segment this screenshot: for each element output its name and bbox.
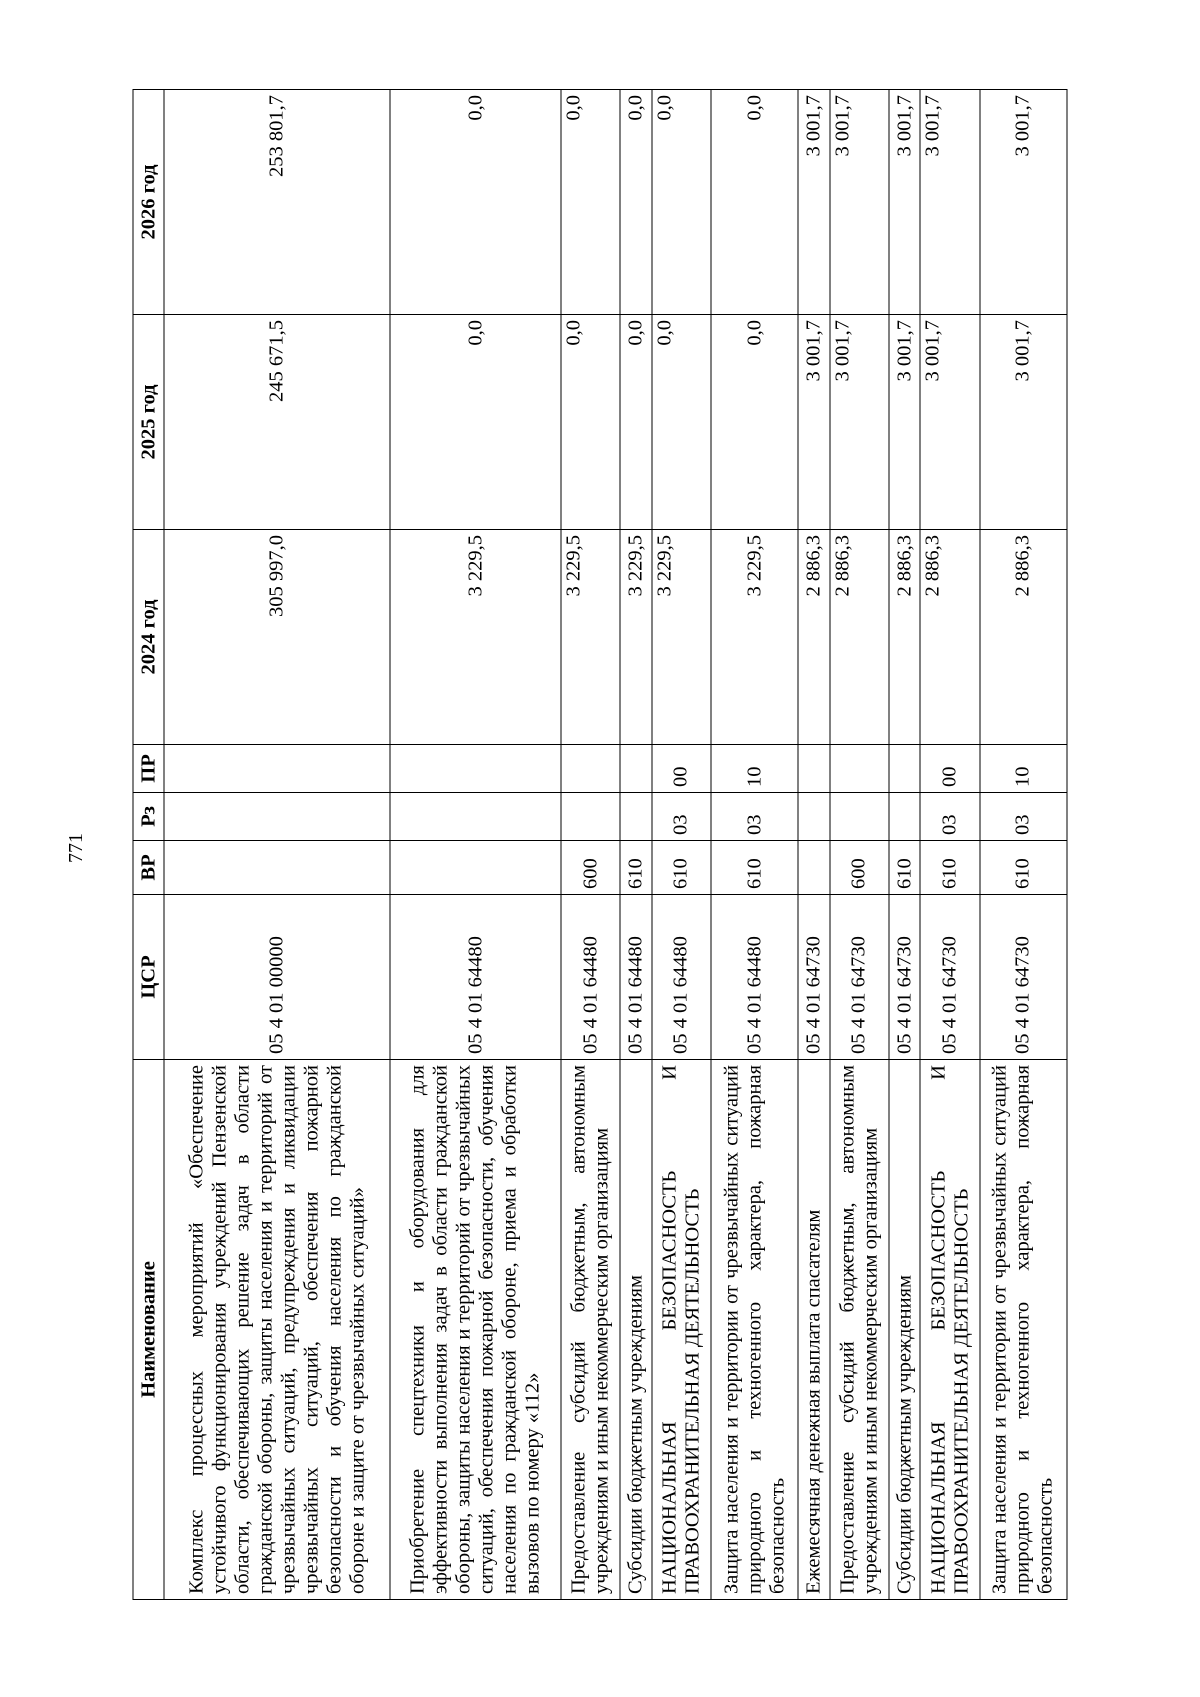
- row-2026: 3 001,7: [920, 90, 979, 315]
- table-row: [920, 90, 979, 1600]
- row-2024: 3 229,5: [390, 530, 561, 745]
- row-pr: 00: [652, 745, 711, 793]
- row-csr: 05 4 01 64730: [798, 895, 829, 1060]
- row-vr: 610: [980, 841, 1067, 895]
- row-csr: 05 4 01 64480: [620, 895, 651, 1060]
- row-2025: 3 001,7: [830, 315, 889, 530]
- row-vr: 610: [920, 841, 979, 895]
- row-vr: [798, 841, 829, 895]
- row-csr: 05 4 01 64730: [920, 895, 979, 1060]
- row-csr: 05 4 01 64480: [390, 895, 561, 1060]
- row-2024: 3 229,5: [561, 530, 620, 745]
- rotated-page: [133, 90, 1068, 1600]
- row-csr: 05 4 01 64730: [830, 895, 889, 1060]
- row-vr: 610: [620, 841, 651, 895]
- row-name: НАЦИОНАЛЬНАЯ БЕЗОПАСНОСТЬ И ПРАВООХРАНИТЕЛЬНАЯ ДЕЯТЕЛЬНОСТЬ: [920, 1060, 979, 1600]
- row-pr: [889, 745, 920, 793]
- row-rz: 03: [920, 793, 979, 841]
- row-csr: 05 4 01 64730: [889, 895, 920, 1060]
- row-vr: 600: [561, 841, 620, 895]
- row-csr: 05 4 01 64480: [561, 895, 620, 1060]
- row-csr: 05 4 01 00000: [164, 895, 390, 1060]
- row-name: НАЦИОНАЛЬНАЯ БЕЗОПАСНОСТЬ И ПРАВООХРАНИТЕЛЬНАЯ ДЕЯТЕЛЬНОСТЬ: [652, 1060, 711, 1600]
- row-rz: [889, 793, 920, 841]
- table-row: [889, 90, 920, 1600]
- column-header-name: Наименование: [133, 1060, 164, 1600]
- row-pr: 10: [711, 745, 798, 793]
- row-2024: 305 997,0: [164, 530, 390, 745]
- row-2026: 3 001,7: [889, 90, 920, 315]
- row-vr: 610: [652, 841, 711, 895]
- row-2025: 3 001,7: [889, 315, 920, 530]
- row-name: Субсидии бюджетным учреждениям: [620, 1060, 651, 1600]
- row-name: Защита населения и территории от чрезвычайных ситуаций природного и техногенного характера, пожарная безопасность: [711, 1060, 798, 1600]
- row-csr: 05 4 01 64480: [711, 895, 798, 1060]
- row-name: Предоставление субсидий бюджетным, автономным учреждениям и иным некоммерческим организациям: [830, 1060, 889, 1600]
- row-name: Защита населения и территории от чрезвычайных ситуаций природного и техногенного характера, пожарная безопасность: [980, 1060, 1067, 1600]
- column-header-2026: 2026 год: [133, 90, 164, 315]
- budget-table: [133, 89, 1068, 1600]
- row-2025: 0,0: [561, 315, 620, 530]
- row-pr: [164, 745, 390, 793]
- row-2024: 3 229,5: [652, 530, 711, 745]
- row-pr: [798, 745, 829, 793]
- row-2024: 2 886,3: [980, 530, 1067, 745]
- row-csr: 05 4 01 64480: [652, 895, 711, 1060]
- column-header-vr: ВР: [133, 841, 164, 895]
- table-row: [711, 90, 798, 1600]
- row-2025: 0,0: [652, 315, 711, 530]
- row-2025: 245 671,5: [164, 315, 390, 530]
- row-pr: [561, 745, 620, 793]
- row-name: Ежемесячная денежная выплата спасателям: [798, 1060, 829, 1600]
- row-2025: 3 001,7: [980, 315, 1067, 530]
- table-header-row: [133, 90, 164, 1600]
- column-header-2025: 2025 год: [133, 315, 164, 530]
- table-row: [620, 90, 651, 1600]
- row-rz: [164, 793, 390, 841]
- row-2024: 2 886,3: [798, 530, 829, 745]
- row-name: Комплекс процессных мероприятий «Обеспечение устойчивого функционирования учреждений Пензенской области, обеспечивающих решение задач в области гражданской обороны, защиты населения и территорий от чрезвычайных ситуаций, предупреждения и ликвидации чрезвычайных ситуаций, обеспечения пожарной безопасности и обучения населения по гражданской обороне и защите от чрезвычайных ситуаций»: [164, 1060, 390, 1600]
- row-pr: [830, 745, 889, 793]
- row-2025: 3 001,7: [920, 315, 979, 530]
- row-2025: 0,0: [711, 315, 798, 530]
- row-pr: [620, 745, 651, 793]
- row-rz: [561, 793, 620, 841]
- row-2026: 0,0: [711, 90, 798, 315]
- row-2026: 3 001,7: [980, 90, 1067, 315]
- table-row: [980, 90, 1067, 1600]
- row-name: Приобретение спецтехники и оборудования для эффективности выполнения задач в области гражданской обороны, защиты населения и территорий от чрезвычайных ситуаций, обеспечения пожарной безопасности, обучения населения по гражданской обороне, приема и обработки вызовов по номеру «112»: [390, 1060, 561, 1600]
- row-2025: 0,0: [390, 315, 561, 530]
- row-2026: 3 001,7: [798, 90, 829, 315]
- row-2024: 3 229,5: [711, 530, 798, 745]
- table-row: [390, 90, 561, 1600]
- row-2026: 253 801,7: [164, 90, 390, 315]
- row-2026: 0,0: [390, 90, 561, 315]
- row-name: Предоставление субсидий бюджетным, автономным учреждениям и иным некоммерческим организациям: [561, 1060, 620, 1600]
- row-vr: [390, 841, 561, 895]
- table-row: [164, 90, 390, 1600]
- page-number: 771: [65, 833, 87, 863]
- column-header-rz: Рз: [133, 793, 164, 841]
- row-2024: 3 229,5: [620, 530, 651, 745]
- column-header-2024: 2024 год: [133, 530, 164, 745]
- row-rz: 03: [711, 793, 798, 841]
- row-2025: 0,0: [620, 315, 651, 530]
- row-2024: 2 886,3: [830, 530, 889, 745]
- row-rz: [798, 793, 829, 841]
- table-row: [561, 90, 620, 1600]
- column-header-pr: ПР: [133, 745, 164, 793]
- row-csr: 05 4 01 64730: [980, 895, 1067, 1060]
- column-header-csr: ЦСР: [133, 895, 164, 1060]
- row-vr: 610: [889, 841, 920, 895]
- table-row: [830, 90, 889, 1600]
- row-vr: 610: [711, 841, 798, 895]
- table-row: [798, 90, 829, 1600]
- row-name: Субсидии бюджетным учреждениям: [889, 1060, 920, 1600]
- row-pr: 10: [980, 745, 1067, 793]
- row-rz: 03: [980, 793, 1067, 841]
- row-2024: 2 886,3: [920, 530, 979, 745]
- row-rz: [620, 793, 651, 841]
- row-pr: 00: [920, 745, 979, 793]
- row-rz: [830, 793, 889, 841]
- row-2026: 0,0: [561, 90, 620, 315]
- row-2026: 0,0: [620, 90, 651, 315]
- row-2024: 2 886,3: [889, 530, 920, 745]
- row-vr: [164, 841, 390, 895]
- row-2026: 0,0: [652, 90, 711, 315]
- row-2025: 3 001,7: [798, 315, 829, 530]
- row-vr: 600: [830, 841, 889, 895]
- row-rz: [390, 793, 561, 841]
- row-rz: 03: [652, 793, 711, 841]
- row-pr: [390, 745, 561, 793]
- table-row: [652, 90, 711, 1600]
- row-2026: 3 001,7: [830, 90, 889, 315]
